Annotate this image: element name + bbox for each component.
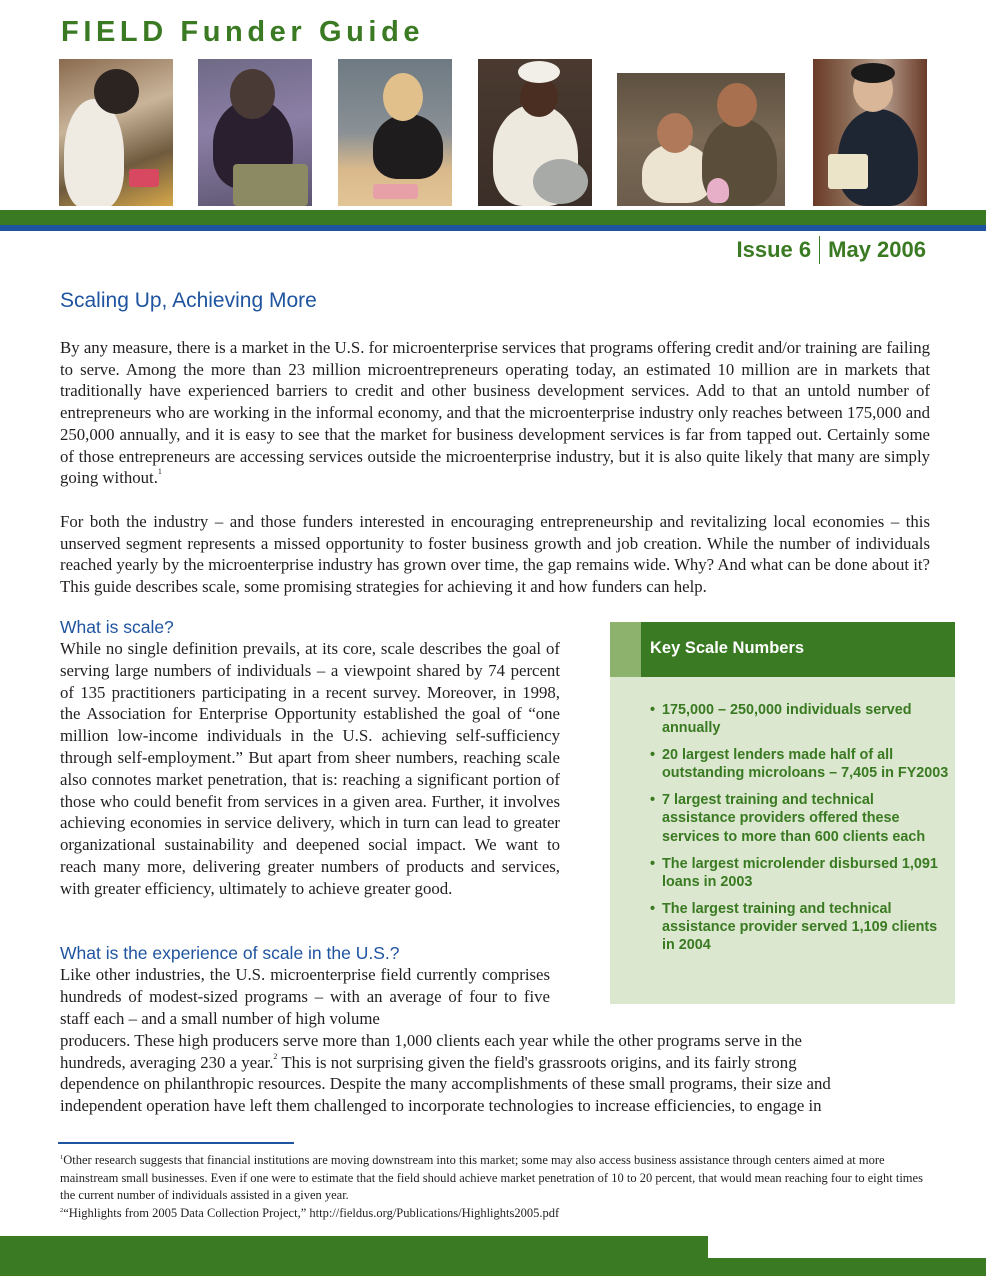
issue-number: Issue 6	[736, 237, 812, 262]
bullet-icon: •	[650, 900, 656, 917]
issue-info	[737, 236, 926, 264]
photo-chef-bowl	[478, 59, 592, 206]
footnote-2: $^2$“Highlights from 2005 Data Collection Project,” http://fieldus.org/Publications/Highlights2005.pdf	[60, 1205, 560, 1220]
header-band-blue	[0, 225, 986, 231]
footer-band-right	[708, 1258, 986, 1276]
header-band-green	[0, 210, 986, 225]
footnote-ref-1: 1	[157, 467, 162, 477]
key-box-item: • The largest microlender disbursed 1,091 loans in 2003	[650, 855, 938, 890]
key-box-item: • 20 largest lenders made half of all outstanding microloans – 7,405 in FY2003	[650, 747, 949, 782]
key-box-list	[650, 701, 950, 963]
photo-smiling-woman	[338, 59, 452, 206]
section-heading-experience: What is the experience of scale in the U.S.?	[60, 943, 400, 963]
photo-couple-shop	[617, 73, 785, 206]
bullet-icon: •	[650, 792, 656, 809]
photo-bookstore-woman	[813, 59, 927, 206]
section-experience	[60, 942, 550, 1029]
key-box-item: • 175,000 – 250,000 individuals served annually	[650, 702, 912, 737]
key-box-item: • The largest training and technical assistance provider served 1,109 clients in 2004	[650, 900, 938, 954]
section-body-scale: While no single definition prevails, at its core, scale describes the goal of serving large numbers of individuals – a viewpoint shared by 74 percent of 135 practitioners participating in a recent survey. Moreover, in 1998, the Association for Enterprise Opportunity established the goal of “one million low-income individuals in the U.S. achieving self-sufficiency through self-employment.” But apart from sheer numbers, reaching scale also connotes market penetration, that is: reaching a significant portion of those who could benefit from services in a given area. Further, it involves achieving economies in service delivery, which in turn can lead to greater organizational sustainability and deepened social impact. We want to reach many more, delivering greater numbers of products and services, with greater efficiency, ultimately to achieve greater good.	[60, 639, 560, 898]
article-title: Scaling Up, Achieving More	[60, 289, 317, 312]
intro-paragraph-2: For both the industry – and those funders interested in encouraging entrepreneurship and revitalizing local economies – this unserved segment represents a missed opportunity to foster business growth and job creation. While the number of individuals reached yearly by the microenterprise industry has grown over time, the gap remains wide. Why? And what can be done about it? This guide describes scale, some promising strategies for achieving it and how funders can help.	[60, 512, 930, 597]
key-box-tab	[610, 622, 641, 677]
key-box-title: Key Scale Numbers	[650, 639, 805, 657]
section-what-is-scale	[60, 616, 560, 900]
bullet-icon: •	[650, 855, 656, 872]
bullet-icon: •	[650, 747, 656, 764]
section-heading-scale: What is scale?	[60, 617, 174, 637]
masthead-title: FIELD Funder Guide	[61, 16, 425, 48]
photo-chef-cutting	[59, 59, 173, 206]
footnote-divider	[58, 1142, 294, 1144]
issue-date: May 2006	[828, 237, 926, 262]
footnote-ref-2: 2	[273, 1051, 278, 1061]
section-body-experience-wide: producers. These high producers serve more than 1,000 clients each year while the other programs serve in the hundreds, averaging 230 a year.$^2$ This is not surprising given the field's grassroots origins, and its fairly strong dependence on philanthropic resources. Despite the many accomplishments of these small programs, their size and independent operation have left them challenged to incorporate technologies to increase efficiencies, to engage in	[60, 1031, 831, 1116]
section-body-experience-narrow: Like other industries, the U.S. microenterprise field currently comprises hundreds of modest-sized programs – with an average of four to five staff each – and a small number of high volume	[60, 965, 550, 1028]
footnote-link[interactable]: “Highlights from 2005 Data Collection Project,” http://fieldus.org/Publications/Highlights2005.pdf	[63, 1205, 560, 1220]
intro-paragraph-1: By any measure, there is a market in the U.S. for microenterprise services that programs offering credit and/or training are failing to serve. Among the more than 23 million microentrepreneurs operating today, an estimated 10 million are in markets that traditionally have experienced barriers to credit and other business development services. Add to that an untold number of entrepreneurs who are working in the informal economy, and that the microenterprise industry only reaches between 175,000 and 250,000 annually, and it is easy to see that the market for business development services is far from tapped out. Certainly some of those entrepreneurs are accessing services outside the microenterprise industry, but it is also quite likely that many are simply going without.$^1$	[60, 338, 930, 488]
bullet-icon: •	[650, 702, 656, 718]
key-scale-numbers-box	[610, 622, 955, 1004]
footnotes	[60, 1152, 935, 1222]
footer-band-left	[0, 1236, 708, 1276]
issue-divider	[819, 236, 820, 264]
key-box-item: • 7 largest training and technical assistance providers offered these services to more than 600 clients each	[650, 792, 926, 845]
photo-jewelry-maker	[198, 59, 312, 206]
footnote-1: $^1$Other research suggests that financial institutions are moving downstream into this market; some may also access business assistance through centers aimed at more mainstream small businesses. Even if one were to estimate that the field should achieve market penetration of 10 to 20 percent, that would mean reaching four to eight times the current number of individuals assisted in a given year.	[60, 1153, 923, 1202]
